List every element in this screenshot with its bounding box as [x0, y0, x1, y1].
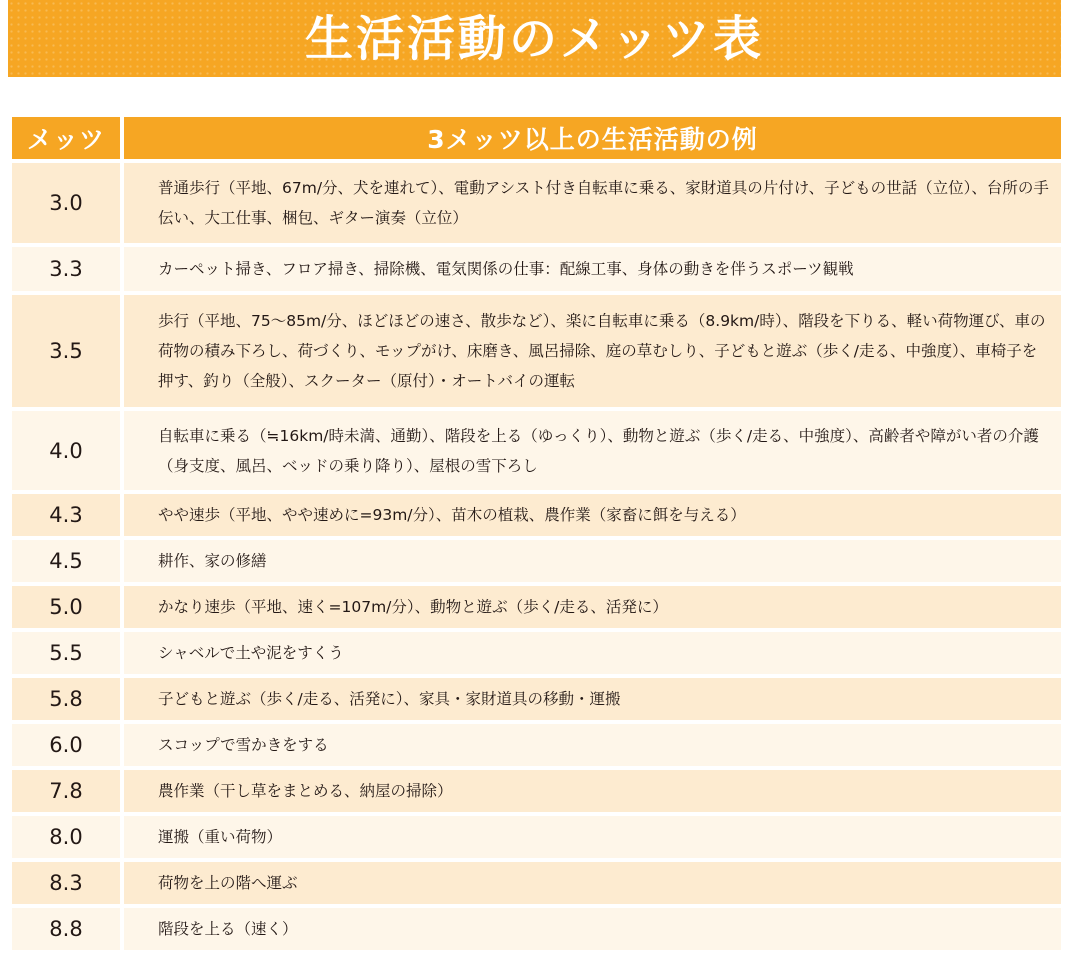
mets-value: 8.8 — [12, 908, 120, 950]
mets-value: 5.5 — [12, 632, 120, 674]
mets-value: 8.3 — [12, 862, 120, 904]
activity-description: スコップで雪かきをする — [124, 724, 1061, 766]
page-title: 生活活動のメッツ表 — [304, 10, 764, 67]
activity-description: カーペット掃き、フロア掃き、掃除機、電気関係の仕事：配線工事、身体の動きを伴うスポーツ観戦 — [124, 247, 1061, 291]
activity-description: 子どもと遊ぶ（歩く/走る、活発に）、家具・家財道具の移動・運搬 — [124, 678, 1061, 720]
mets-table — [12, 117, 1061, 950]
activity-description: 耕作、家の修繕 — [124, 540, 1061, 582]
activity-description: 階段を上る（速く） — [124, 908, 1061, 950]
mets-value: 8.0 — [12, 816, 120, 858]
mets-value: 7.8 — [12, 770, 120, 812]
activity-description: 荷物を上の階へ運ぶ — [124, 862, 1061, 904]
activity-description: 農作業（干し草をまとめる、納屋の掃除） — [124, 770, 1061, 812]
header-mets: メッツ — [12, 117, 120, 159]
mets-value: 4.3 — [12, 494, 120, 536]
activity-description: やや速歩（平地、やや速めに=93m/分）、苗木の植栽、農作業（家畜に餌を与える） — [124, 494, 1061, 536]
mets-value: 4.5 — [12, 540, 120, 582]
activity-description: シャベルで土や泥をすくう — [124, 632, 1061, 674]
mets-value: 3.5 — [12, 295, 120, 407]
mets-value: 6.0 — [12, 724, 120, 766]
activity-description: 自転車に乗る（≒16km/時未満、通勤）、階段を上る（ゆっくり）、動物と遊ぶ（歩く/走る、中強度）、高齢者や障がい者の介護（身支度、風呂、ベッドの乗り降り）、屋根の雪下ろし — [124, 411, 1061, 490]
header-examples: 3メッツ以上の生活活動の例 — [124, 117, 1061, 159]
mets-value: 5.8 — [12, 678, 120, 720]
activity-description: 歩行（平地、75～85m/分、ほどほどの速さ、散歩など）、楽に自転車に乗る（8.9km/時）、階段を下りる、軽い荷物運び、車の荷物の積み下ろし、荷づくり、モップがけ、床磨き、風呂掃除、庭の草むしり、子どもと遊ぶ（歩く/走る、中強度）、車椅子を押す、釣り（全般）、スクーター（原付）・オートバイの運転 — [124, 295, 1061, 407]
mets-value: 3.0 — [12, 163, 120, 243]
mets-value: 5.0 — [12, 586, 120, 628]
activity-description: 普通歩行（平地、67m/分、犬を連れて）、電動アシスト付き自転車に乗る、家財道具の片付け、子どもの世話（立位）、台所の手伝い、大工仕事、梱包、ギター演奏（立位） — [124, 163, 1061, 243]
title-banner — [8, 0, 1061, 77]
mets-value: 4.0 — [12, 411, 120, 490]
activity-description: かなり速歩（平地、速く=107m/分）、動物と遊ぶ（歩く/走る、活発に） — [124, 586, 1061, 628]
mets-value: 3.3 — [12, 247, 120, 291]
activity-description: 運搬（重い荷物） — [124, 816, 1061, 858]
